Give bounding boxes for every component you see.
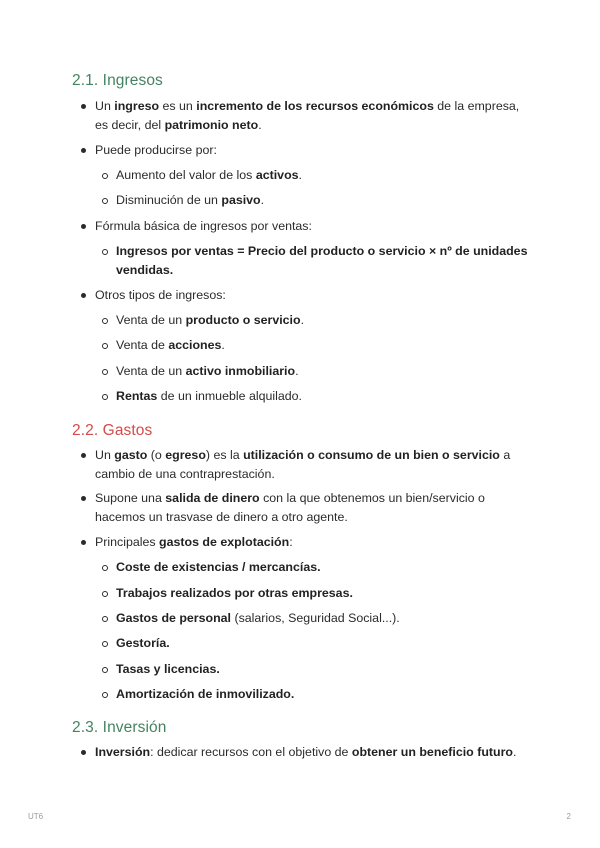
page-number: 2: [566, 812, 571, 821]
sub-list-item: Venta de acciones.: [116, 336, 536, 355]
sub-list-item: Aumento del valor de los activos.: [116, 166, 536, 185]
list-item: Un gasto (o egreso) es la utilización o consumo de un bien o servicio a cambio de una contraprestación.: [95, 446, 535, 484]
list-item: Puede producirse por:: [95, 141, 535, 160]
heading-ingresos: 2.1. Ingresos: [72, 72, 163, 89]
footer-unit-label: UT6: [28, 812, 44, 821]
sub-list-item: Rentas de un inmueble alquilado.: [116, 387, 536, 406]
sub-list-item: Gestoría.: [116, 634, 536, 653]
sub-list-item: Venta de un activo inmobiliario.: [116, 362, 536, 381]
sub-list-item: Coste de existencias / mercancías.: [116, 558, 536, 577]
list-item: Inversión: dedicar recursos con el objetivo de obtener un beneficio futuro.: [95, 743, 535, 762]
list-item: Otros tipos de ingresos:: [95, 286, 535, 305]
list-item: Principales gastos de explotación:: [95, 533, 535, 552]
list-item: Supone una salida de dinero con la que obtenemos un bien/servicio o hacemos un trasvase de dinero a otro agente.: [95, 489, 535, 527]
sub-list-item: Venta de un producto o servicio.: [116, 311, 536, 330]
heading-gastos: 2.2. Gastos: [72, 422, 153, 439]
sub-list-item: Ingresos por ventas = Precio del producto o servicio × nº de unidades vendidas.: [116, 242, 536, 280]
sub-list-item: Trabajos realizados por otras empresas.: [116, 584, 536, 603]
sub-list-item: Amortización de inmovilizado.: [116, 685, 536, 704]
list-item: Un ingreso es un incremento de los recursos económicos de la empresa, es decir, del patrimonio neto.: [95, 97, 535, 135]
sub-list-item: Disminución de un pasivo.: [116, 191, 536, 210]
sub-list-item: Gastos de personal (salarios, Seguridad Social...).: [116, 609, 536, 628]
list-item: Fórmula básica de ingresos por ventas:: [95, 217, 535, 236]
sub-list-item: Tasas y licencias.: [116, 660, 536, 679]
heading-inversion: 2.3. Inversión: [72, 719, 167, 736]
